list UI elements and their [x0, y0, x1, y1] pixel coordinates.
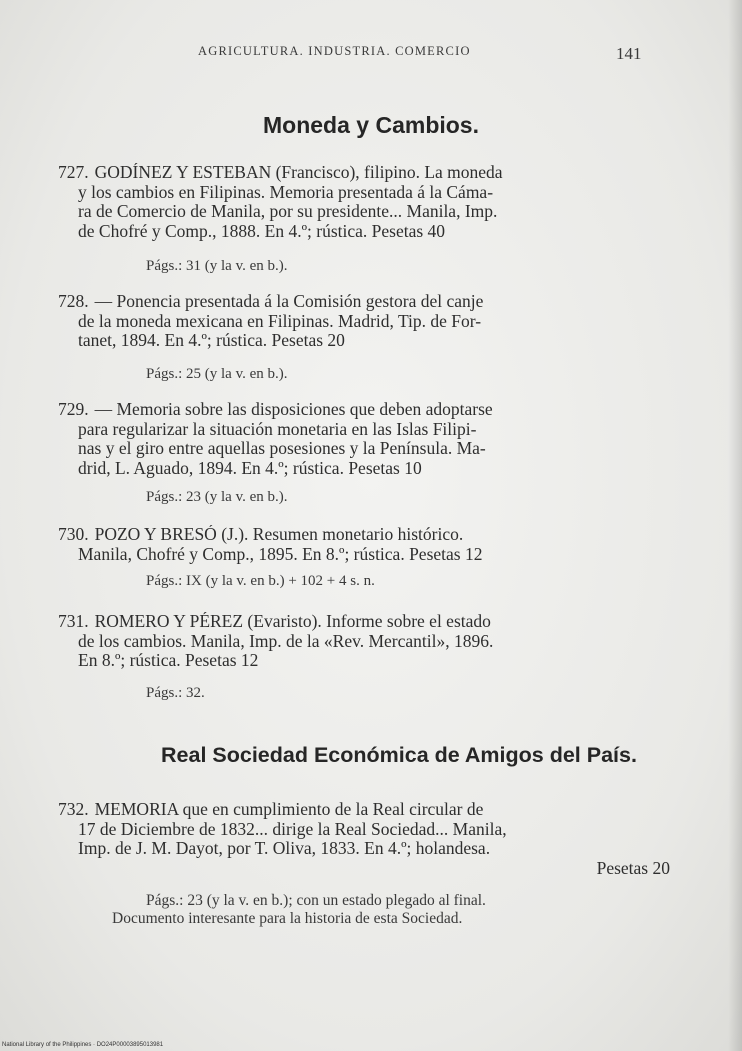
entry-text: POZO Y BRESÓ (J.). Resumen monetario histórico.	[94, 525, 464, 544]
entry-pages: Págs.: 23 (y la v. en b.).	[146, 489, 288, 505]
entry-731	[58, 612, 670, 671]
entry-line	[58, 163, 670, 183]
entry-number: 731.	[58, 612, 89, 631]
entry-line: Manila, Chofré y Comp., 1895. En 8.º; rústica. Pesetas 12	[78, 544, 483, 564]
entry-text: — Memoria sobre las disposiciones que deben adoptarse	[94, 400, 493, 419]
page-edge-shadow	[728, 0, 742, 1051]
entry-note: Documento interesante para la historia de esta Sociedad.	[112, 910, 463, 927]
entry-line	[58, 525, 670, 545]
entry-price: Pesetas 20	[596, 858, 670, 878]
entry-pages: Págs.: IX (y la v. en b.) + 102 + 4 s. n.	[146, 573, 375, 589]
entry-number: 729.	[58, 400, 89, 419]
entry-727	[58, 163, 670, 241]
entry-pages: Págs.: 31 (y la v. en b.).	[146, 258, 288, 274]
running-head: AGRICULTURA. INDUSTRIA. COMERCIO	[198, 44, 471, 58]
entry-text: GODÍNEZ Y ESTEBAN (Francisco), filipino. La moneda	[94, 163, 503, 182]
entry-line: Imp. de J. M. Dayot, por T. Oliva, 1833. En 4.º; holandesa.	[78, 839, 491, 858]
entry-line: para regularizar la situación monetaria en las Islas Filipi-	[78, 419, 477, 439]
entry-line	[58, 400, 670, 420]
entry-line: nas y el giro entre aquellas posesiones y la Península. Ma-	[78, 439, 486, 458]
entry-pages: Págs.: 25 (y la v. en b.).	[146, 366, 288, 382]
entry-text: ROMERO Y PÉREZ (Evaristo). Informe sobre el estado	[94, 612, 491, 631]
entry-pages: Págs.: 23 (y la v. en b.); con un estado plegado al final.	[146, 892, 486, 909]
entry-line: de la moneda mexicana en Filipinas. Madrid, Tip. de For-	[78, 311, 482, 331]
scan-footer: National Library of the Philippines · DO24P00003895013981	[2, 1042, 164, 1048]
entry-pages: Págs.: 32.	[146, 685, 205, 701]
entry-text: MEMORIA que en cumplimiento de la Real circular de	[94, 800, 484, 819]
entry-line	[58, 612, 670, 632]
entry-line: de los cambios. Manila, Imp. de la «Rev. Mercantil», 1896.	[78, 631, 494, 651]
entry-line: ra de Comercio de Manila, por su presidente... Manila, Imp.	[78, 202, 498, 221]
page-number: 141	[616, 44, 642, 63]
entry-729	[58, 400, 670, 478]
entry-line	[58, 292, 670, 312]
entry-732	[58, 800, 670, 878]
entry-text: — Ponencia presentada á la Comisión gestora del canje	[94, 292, 484, 311]
entry-line: 17 de Diciembre de 1832... dirige la Real Sociedad... Manila,	[78, 819, 507, 839]
entry-730	[58, 525, 670, 564]
entry-number: 728.	[58, 292, 89, 311]
entry-line: de Chofré y Comp., 1888. En 4.º; rústica. Pesetas 40	[78, 221, 446, 241]
entry-number: 727.	[58, 163, 89, 182]
entry-line: tanet, 1894. En 4.º; rústica. Pesetas 20	[78, 331, 345, 350]
entry-line: drid, L. Aguado, 1894. En 4.º; rústica. Pesetas 10	[78, 458, 422, 478]
entry-number: 730.	[58, 525, 89, 544]
entry-number: 732.	[58, 800, 89, 819]
entry-line	[58, 800, 670, 820]
section-title-sociedad: Real Sociedad Económica de Amigos del País.	[161, 743, 637, 767]
section-title-moneda: Moneda y Cambios.	[263, 112, 479, 138]
entry-line: y los cambios en Filipinas. Memoria presentada á la Cáma-	[78, 182, 494, 202]
entry-line: En 8.º; rústica. Pesetas 12	[78, 651, 259, 670]
entry-728	[58, 292, 670, 351]
